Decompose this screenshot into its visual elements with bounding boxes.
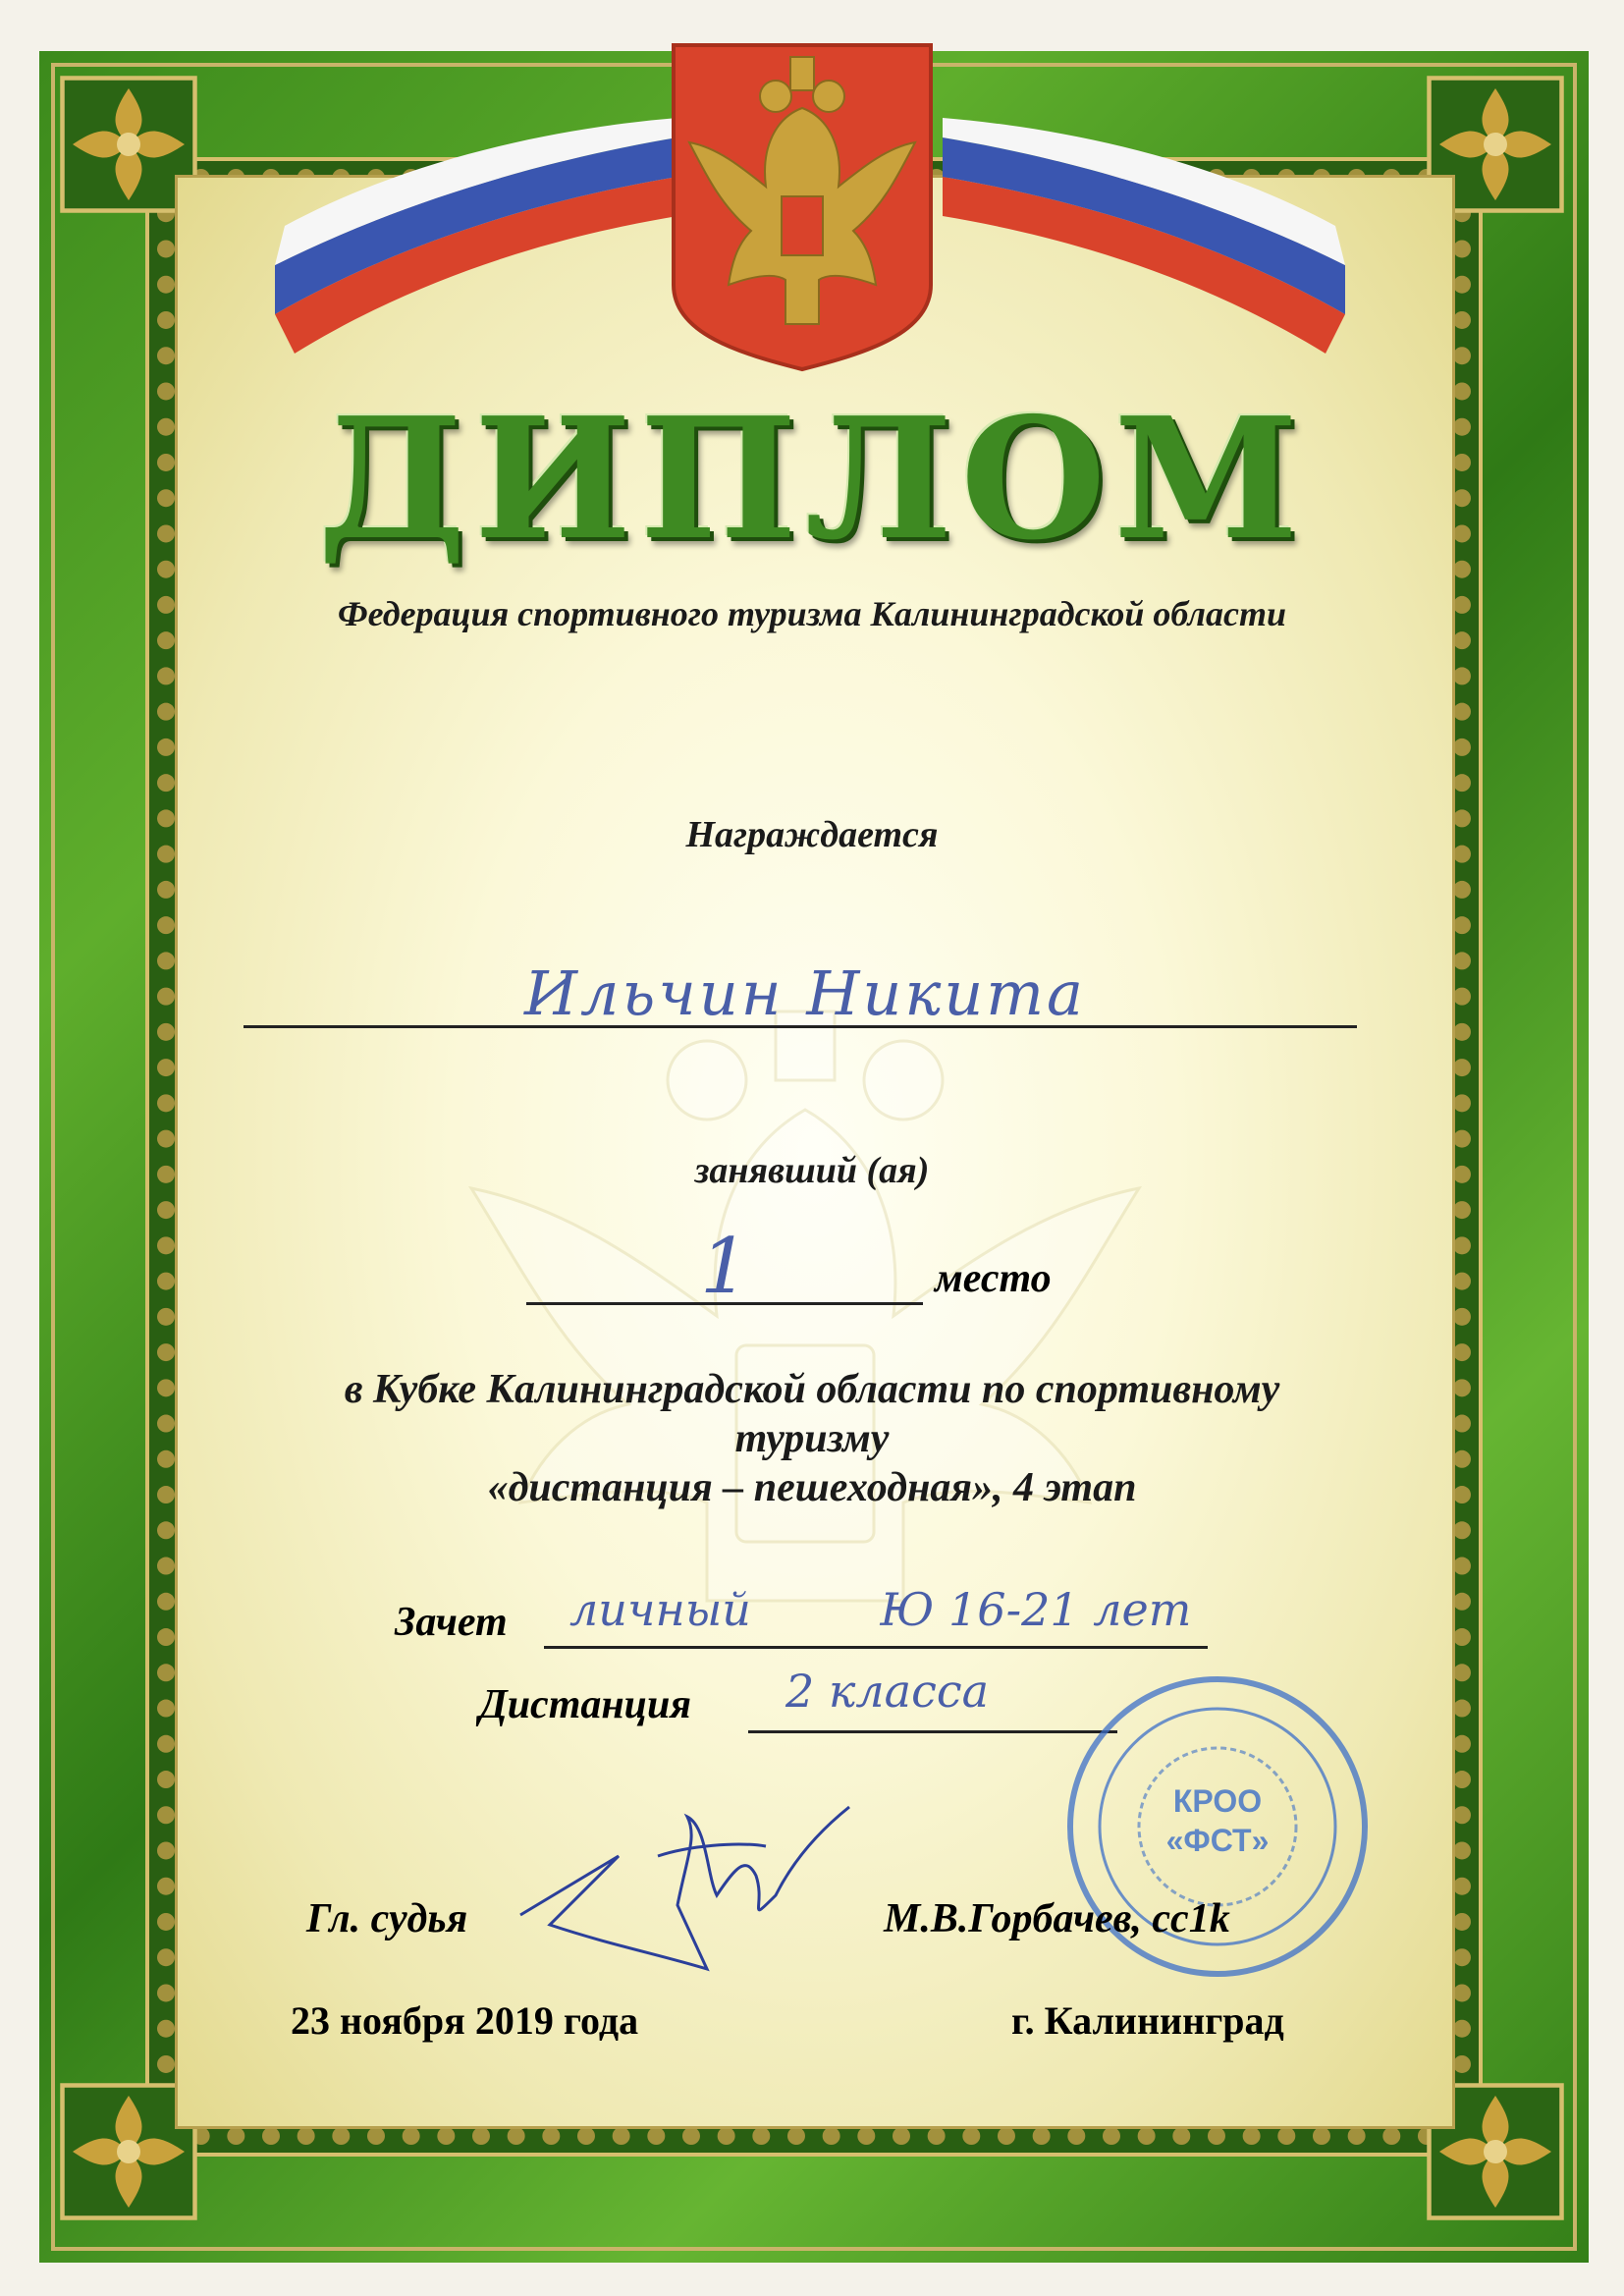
chief-judge-label: Гл. судья [306,1896,468,1941]
competition-line-3: «дистанция – пешеходная», 4 этап [487,1465,1137,1510]
issue-city: г. Калининград [1011,1998,1284,2043]
stamp-line-1: КРОО [1172,1783,1263,1819]
competition-line-1: в Кубке Калининградской области по спортивному [344,1367,1280,1412]
recipient-name-handwritten: Ильчин Никита [523,957,1087,1029]
distance-label: Дистанция [479,1682,692,1727]
judge-signature-icon [511,1797,864,1984]
place-label: место [935,1256,1052,1301]
zachet-label: Зачет [395,1600,508,1645]
place-value-handwritten: 1 [700,1223,749,1311]
stamp-text [1147,1781,1288,1860]
awarded-label: Награждается [685,814,939,855]
chief-judge-name: М.В.Горбачев, сс1k [884,1896,1230,1941]
stamp-line-2: «ФСТ» [1165,1823,1270,1858]
competition-line-2: туризму [734,1416,890,1461]
recipient-name-line [244,1025,1357,1028]
zachet-value-handwritten: личный Ю 16-21 лет [569,1583,1192,1636]
competition-description [0,1365,1624,1512]
distance-value-handwritten: 2 класса [785,1665,990,1718]
issue-date: 23 ноября 2019 года [291,1998,639,2043]
place-line [526,1302,923,1305]
diploma-title: ДИПЛОМ [317,381,1307,577]
organization-name: Федерация спортивного туризма Калининградской области [338,594,1286,633]
took-place-label: занявший (ая) [694,1150,930,1191]
coat-of-arms-icon [668,39,937,373]
zachet-line [544,1646,1208,1649]
